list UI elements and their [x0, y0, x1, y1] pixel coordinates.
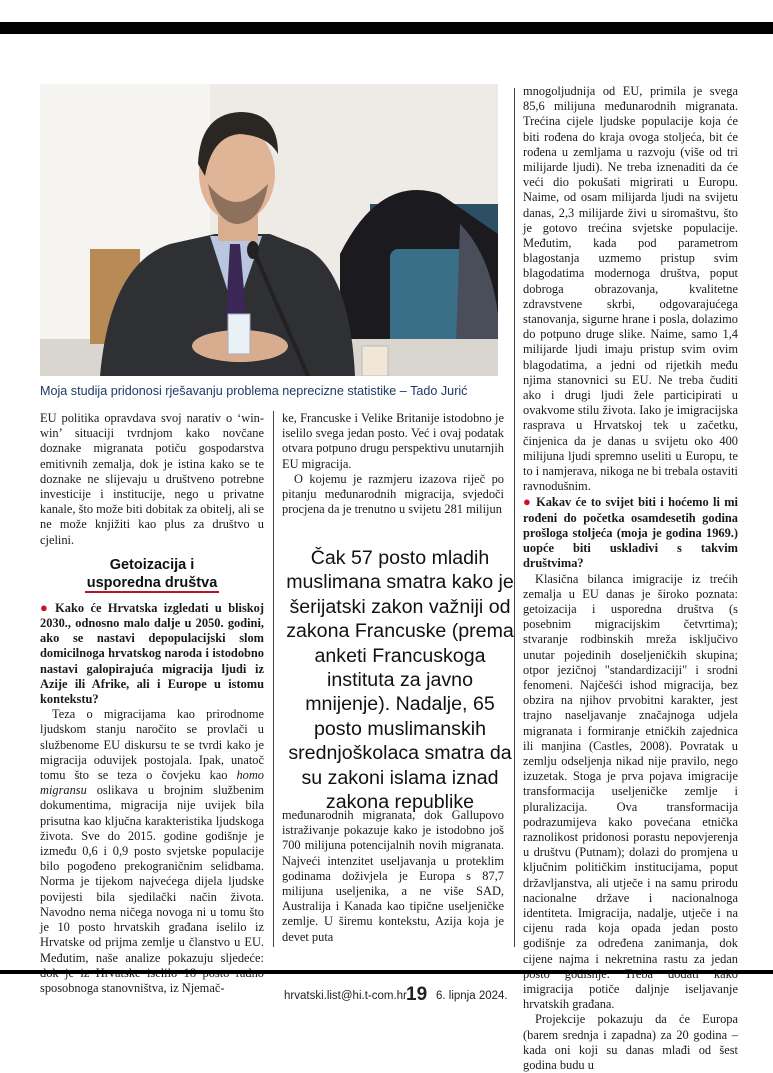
question-text: Kako će Hrvatska izgledati u bliskoj 2030., odnosno malo dalje u 2050. godini, ako se nastavi depopulacijski slom domicilnoga hrvatskog naroda i istodobno nastavi galopirajuća migracija ljudi iz Azije ili Afrike, ali i Europe u istomu kontekstu? [40, 600, 265, 707]
paragraph-text: Teza o migracijama kao prirodnome ljudskom stanju naročito se provlači u službenome EU diskursu te se tvrdi kako je migracija oduvijek postojala. Ipak, unatoč tomu što se teza o čovjeku kao [40, 707, 264, 783]
paragraph: Klasična bilanca imigracije iz trećih zemalja u EU danas je široko poznata: getoizacija i usporedna društva (s posebnim migracijskim četvrtima); stvaranje rodbinskih mreža isključivo unutar pojedinih doseljeničkih skupina; otpor jezičnoj "standardizaciji" i srodni fenomeni. Najčešći ishod migracija, bez obzira na njihov prvobitni karakter, jest trajno naseljavanje značajnoga udjela migranata i formiranje etničkih zajednica ili manjina (Castles, 2008). Povratak u zemlju odseljenja nikad nije pravilo, nego izuzetak. Stoga je prva pojava imigracije transformacija useljeničke zemlje i pluralizacija. Ova transformacija podrazumijeva kako povećana etnička raznolikost pridonosi porastu nepovjerenja u društvu (Putnam); dolazi do promjena u ključnim političkim institucijama, poput državljanstva, ali utječe i na samu prirodu nacionalne države i nacionalnoga identiteta. Imigracija, nadalje, utječe i na cijenu rada koja opada jedan posto godišnje za određena zanimanja, dok cijene najma i nekretnina rastu za jedan imigracija potiče daljnje iseljavanje hrvatskih građana. [523, 571, 738, 1012]
paragraph: Projekcije pokazuju da će Europa (barem srednja i zapadna) za 20 godina – kada oni koji su danas mlađi od šest godina budu u [523, 1012, 738, 1072]
photo-caption: Moja studija pridonosi rješavanju problema neprecizne statistike – Tado Jurić [40, 384, 468, 398]
photo-illustration [40, 84, 498, 376]
column-divider [273, 411, 274, 947]
pull-quote: Čak 57 posto mladih muslimana smatra kako je šerijatski zakon važniji od zakona Francuske (prema anketi Francuskoga instituta za javno mnijenje). Nadalje, 65 posto muslimanskih srednjoškolaca smatra da su zakoni islama iznad zakona republike [286, 547, 514, 814]
paragraph: mnogoljudnija od EU, primila je svega 85,6 milijuna međunarodnih migranata. Trećina cijele ljudske populacije koja će biti rođena do kraja ovoga stoljeća, bit će rođena u zemljama u razvoju (više od tri milijarde ljudi). Ne treba iznenaditi da će veći dio pokušati migrirati u Europu. Naime, od osam milijarda ljudi na svijetu danas, 2,3 milijarde živi u siromaštvu, što je gotovo trećina svjetske populacije. Međutim, kada pod parametrom blagostanja uzmemo pristup svim blagodatima modernoga društva, poput dobroga obrazovanja, kvalitetne zdravstvene skrbi, odgovarajućega stanovanja, sigurne hrane i posla, dolazimo do potpuno druge slike. Naime, samo 1,4 milijarde ljudi imaju pristup svim ovim blagodatima, a jedni od rijetkih među njima stanovnici su EU. Ne treba čuditi ako i drugi ljudi žele participirati u ovakvome stilu života. Iako je imigracijska rasprava u Hrvatskoj tek u začetku, činjenica da je danas u svijetu oko 400 milijuna ljudi spremno useliti u Europu, te to i namjerava, nikoga ne bi trebala ostaviti ravnodušnim. [523, 84, 738, 494]
paragraph: međunarodnih migranata, dok Gallupovo istraživanje pokazuje kako je istodobno još 700 milijuna potencijalnih novih migranata. Najveći intenzitet useljavanja u proteklim godinama doživjela je Europa s 87,7 milijuna useljenika, a ne više SAD, Australija i Kanada kao tipične useljeničke zemlje. U širemu kontekstu, Azija koja je devet puta [282, 808, 504, 944]
paragraph: ke, Francuske i Velike Britanije istodobno je iselilo svega jedan posto. Već i ovaj podatak otvara potpuno drugu perspektivu unutarnjih EU migracija. [282, 411, 504, 471]
column-divider [514, 88, 515, 947]
article-photo [40, 84, 498, 376]
italic-term: homo migransu [40, 768, 264, 798]
footer-date: 6. lipnja 2024. [436, 990, 508, 1002]
paragraph: EU politika opravdava svoj narativ o ‘win-win’ situaciji tvrdnjom kako novčane doznake migranata potiču gospodarstva emitivnih zemalja, dok je istina kako se te doznake ne slijevaju u društveno potrebne investicije i institucije, nego u privatne kanale, što može biti dobitak za obitelj, ali se ne može knjižiti kao plus za društvo u cjelini. [40, 411, 264, 547]
subheading-line-1: Getoizacija i [109, 556, 195, 573]
subheading-line-2: usporedna društva [86, 574, 218, 591]
paragraph-text: oslikava u brojnim službenim dokumentima, migracija nije uvijek bila prisutna kao ključna karakteristika ljudskoga života. Sve do 2015. godine godišnje je između 0,6 i 0,9 posto svjetske populacije bilo pogođeno prekograničnim selidbama. Norma je tijekom najvećega dijela ljudske povijesti bila sjedilački način života. Navodno nema ničega novoga ni u tomu što je 10 posto hrvatskih građana iselilo iz Hrvatske od prijma zemlje u članstvo u EU. Međutim, naše analize pokazuju sljedeće: sposobnoga stanovništva, iz Njemač- [40, 783, 264, 995]
bullet-dot-icon: ● [523, 494, 533, 510]
question-text: Kakav će to svijet biti i hoćemo li mi rođeni do početka osamdesetih godina prošloga stoljeća (moja je godina 1969.) uopće biti uskladivi s takvim društvima? [523, 495, 738, 571]
interview-question [40, 600, 264, 707]
page-number: 19 [406, 984, 428, 1005]
subheading [40, 556, 264, 592]
interview-question [523, 494, 738, 571]
column-2-bottom [282, 808, 504, 945]
column-2-top [282, 411, 504, 517]
column-3 [523, 84, 738, 1073]
paragraph: O kojemu je razmjeru izazova riječ po pitanju međunarodnih migracija, svjedoči procjena da je trenutno u svijetu 281 milijun [282, 471, 504, 517]
footer-email: hrvatski.list@hi.t-com.hr [284, 990, 407, 1002]
top-rule [0, 22, 773, 34]
column-1 [40, 411, 264, 996]
bullet-dot-icon: ● [40, 599, 52, 615]
bottom-rule [0, 970, 773, 974]
paragraph [40, 707, 264, 996]
